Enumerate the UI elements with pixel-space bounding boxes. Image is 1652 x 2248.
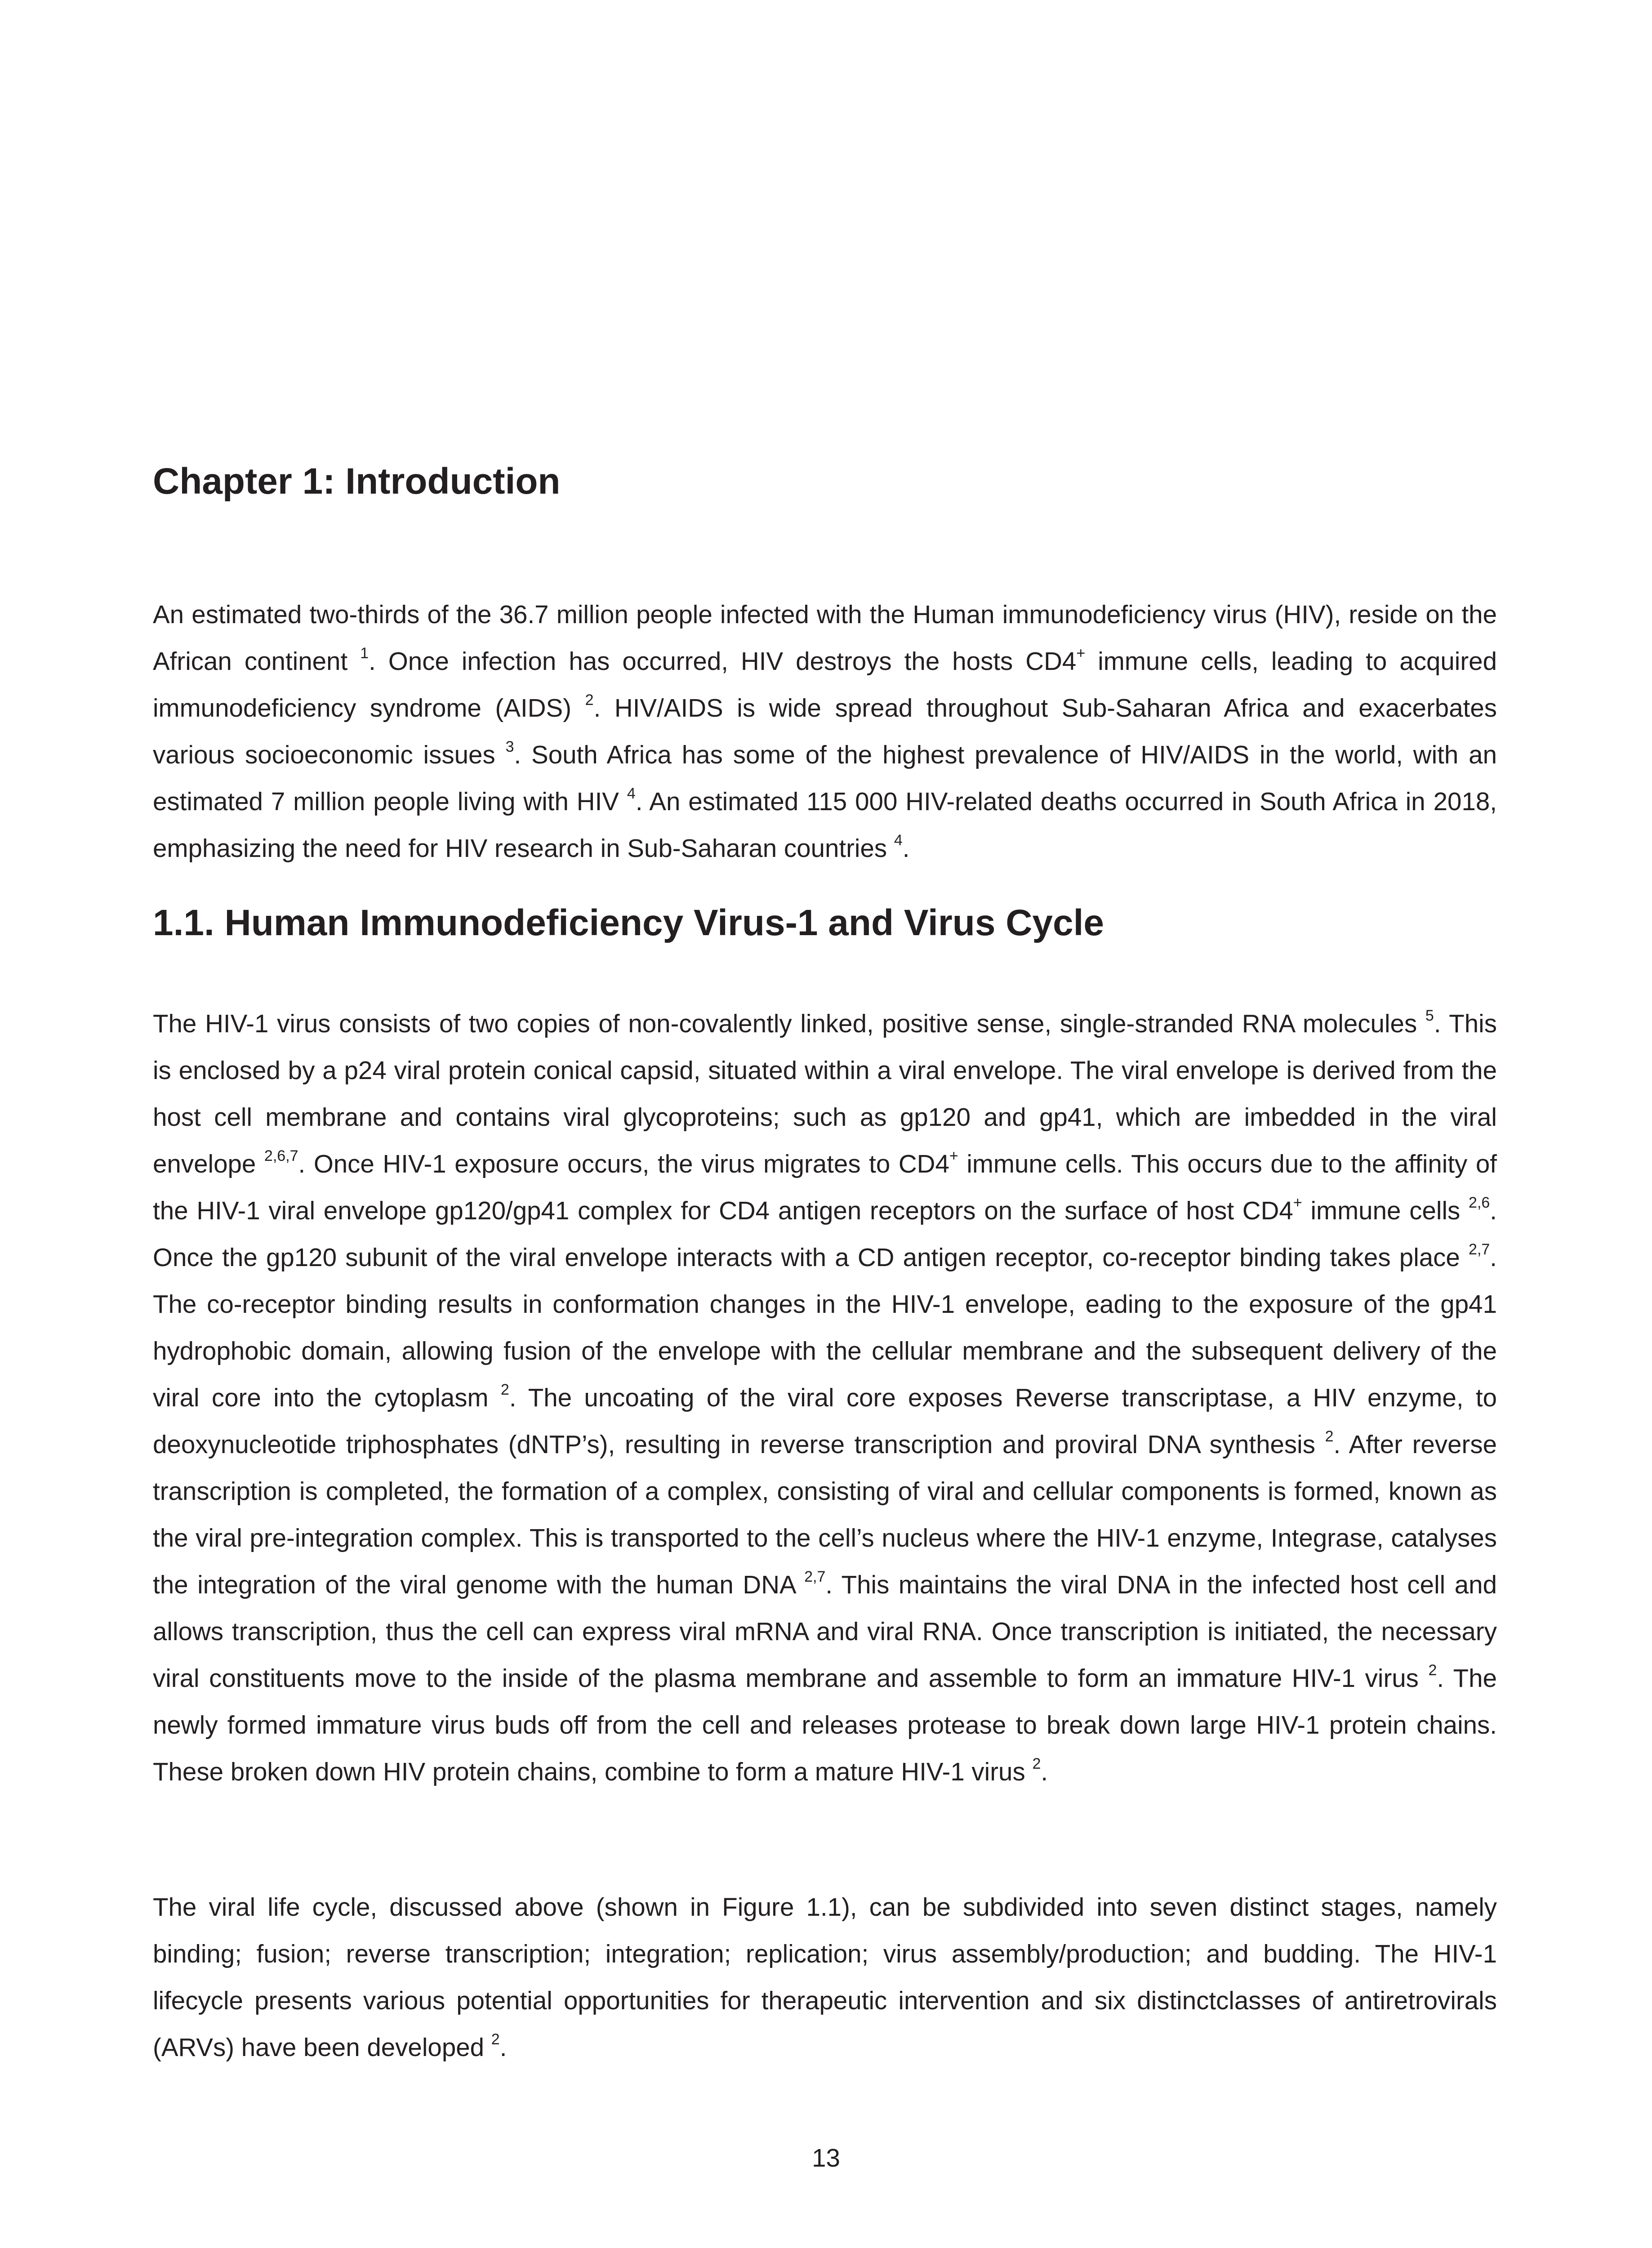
page-number: 13 — [812, 2144, 840, 2172]
paragraph-text: . After reverse transcription is completed, the formation of a complex, consisting of viral and cellular components is formed, known as the viral pre-integration complex. This is transported to the cell’s nucleus where the HIV-1 enzyme, Integrase, catalyses the integration of the viral genome with the human DNA — [153, 1430, 1497, 1599]
paragraph-text: . — [499, 2033, 507, 2061]
citation-superscript: + — [949, 1147, 958, 1165]
citation-superscript: 4 — [627, 785, 636, 803]
citation-superscript: + — [1076, 645, 1086, 662]
virus-cycle-paragraph — [153, 1000, 1497, 1795]
paragraph-text: The viral life cycle, discussed above (shown in Figure 1.1), can be subdivided into seven distinct stages, namely binding; fusion; reverse transcription; integration; replication; virus assembly/production; and budding. The HIV-1 lifecycle presents various potential opportunities for therapeutic intervention and six distinctclasses of antiretrovirals (ARVs) have been developed — [153, 1893, 1497, 2061]
paragraph-text: . This is enclosed by a p24 viral protein conical capsid, situated within a viral envelope. The viral envelope is derived from the host cell membrane and contains viral glycoproteins; such as gp120 and gp41, which are imbedded in the viral envelope — [153, 1009, 1497, 1178]
citation-superscript: 2 — [1325, 1428, 1334, 1445]
paragraph-text: The HIV-1 virus consists of two copies of non-covalently linked, positive sense, single-stranded RNA molecules — [153, 1009, 1425, 1038]
paragraph-text: . Once the gp120 subunit of the viral envelope interacts with a CD antigen receptor, co-receptor binding takes place — [153, 1196, 1497, 1271]
paragraph-text: . — [902, 834, 910, 862]
paragraph-text: . Once infection has occurred, HIV destroys the hosts CD4 — [369, 647, 1077, 675]
citation-superscript: 2,7 — [1469, 1241, 1490, 1258]
intro-paragraph — [153, 591, 1497, 872]
citation-superscript: 2 — [491, 2031, 500, 2048]
paragraph-text: immune cells — [1302, 1196, 1469, 1225]
citation-superscript: 2 — [500, 1381, 509, 1399]
chapter-title: Chapter 1: Introduction — [153, 461, 561, 502]
paragraph-text: immune cells, leading to acquired immunodeficiency syndrome (AIDS) — [153, 647, 1497, 722]
paragraph-text: . This maintains the viral DNA in the infected host cell and allows transcription, thus the cell can express viral mRNA and viral RNA. Once transcription is initiated, the necessary viral constituents move to the inside of the plasma membrane and assemble to form an immature HIV-1 virus — [153, 1570, 1497, 1692]
paragraph-text: . The newly formed immature virus buds off from the cell and releases protease to break down large HIV-1 protein chains. These broken down HIV protein chains, combine to form a mature HIV-1 virus — [153, 1664, 1497, 1786]
citation-superscript: 5 — [1425, 1007, 1434, 1025]
citation-superscript: 4 — [894, 832, 903, 849]
citation-superscript: 1 — [360, 645, 369, 662]
paragraph-text: An estimated two-thirds of the 36.7 million people infected with the Human immunodeficiency virus (HIV), reside on the African continent — [153, 600, 1497, 675]
citation-superscript: 2,7 — [804, 1568, 826, 1586]
paragraph-text: . The uncoating of the viral core exposes Reverse transcriptase, a HIV enzyme, to deoxynucleotide triphosphates (dNTP’s), resulting in reverse transcription and proviral DNA synthesis — [153, 1383, 1497, 1459]
paragraph-text: . South Africa has some of the highest prevalence of HIV/AIDS in the world, with an estimated 7 million people living with HIV — [153, 740, 1497, 816]
citation-superscript: + — [1293, 1194, 1302, 1212]
paragraph-text: immune cells. This occurs due to the affinity of the HIV-1 viral envelope gp120/gp41 complex for CD4 antigen receptors on the surface of host CD4 — [153, 1150, 1497, 1225]
section-title: 1.1. Human Immunodeficiency Virus-1 and Virus Cycle — [153, 902, 1104, 943]
life-cycle-paragraph — [153, 1884, 1497, 2071]
citation-superscript: 2 — [585, 691, 594, 709]
paragraph-text: . An estimated 115 000 HIV-related deaths occurred in South Africa in 2018, emphasizing the need for HIV research in Sub-Saharan countries — [153, 787, 1497, 862]
paragraph-text: . The co-receptor binding results in conformation changes in the HIV-1 envelope, eading to the exposure of the gp41 hydrophobic domain, allowing fusion of the envelope with the cellular membrane and the subsequent delivery of the viral core into the cytoplasm — [153, 1243, 1497, 1412]
citation-superscript: 2,6 — [1469, 1194, 1490, 1212]
paragraph-text: . Once HIV-1 exposure occurs, the virus migrates to CD4 — [298, 1150, 949, 1178]
citation-superscript: 2 — [1032, 1755, 1041, 1773]
paragraph-text: . — [1041, 1757, 1048, 1786]
citation-superscript: 2,6,7 — [264, 1147, 298, 1165]
citation-superscript: 3 — [505, 738, 514, 756]
paragraph-text: . HIV/AIDS is wide spread throughout Sub-Saharan Africa and exacerbates various socioeconomic issues — [153, 694, 1497, 769]
citation-superscript: 2 — [1428, 1662, 1437, 1679]
